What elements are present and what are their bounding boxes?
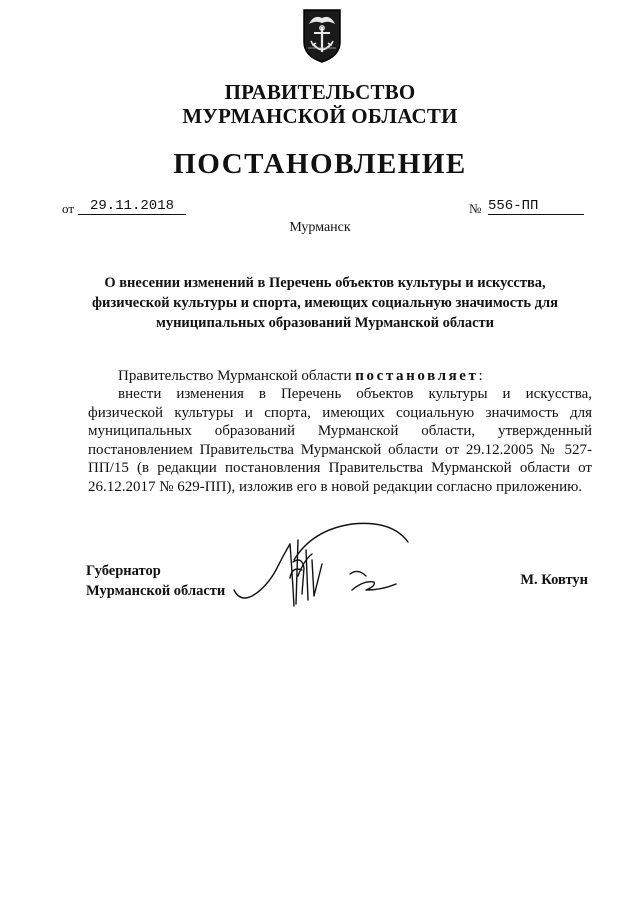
subject-line: физической культуры и спорта, имеющих социальную значимость для xyxy=(92,295,558,311)
subject-line: О внесении изменений в Перечень объектов культуры и искусства, xyxy=(104,275,546,291)
coat-of-arms-icon xyxy=(302,8,342,64)
org-name-line2: МУРМАНСКОЙ ОБЛАСТИ xyxy=(182,104,458,128)
document-subject xyxy=(80,273,570,333)
preamble-verb: постановляет xyxy=(355,368,479,384)
subject-line: муниципальных образований Мурманской области xyxy=(155,315,495,331)
number-prefix: № xyxy=(469,201,482,216)
document-number: 556-ПП xyxy=(488,198,584,215)
signatory-title xyxy=(86,561,225,601)
preamble-lead: Правительство Мурманской области xyxy=(118,368,356,384)
document-type: ПОСТАНОВЛЕНИЕ xyxy=(173,148,467,180)
city: Мурманск xyxy=(289,220,351,235)
preamble xyxy=(88,367,592,386)
document-date: 29.11.2018 xyxy=(78,198,186,215)
signer-name: М. Ковтун xyxy=(520,572,588,588)
date-prefix: от xyxy=(62,201,75,216)
signatory-title-line2: Мурманской области xyxy=(86,583,226,599)
handwritten-signature-icon xyxy=(232,520,442,610)
org-name-line1: ПРАВИТЕЛЬСТВО xyxy=(224,80,416,104)
signatory-title-line1: Губернатор xyxy=(86,563,161,579)
decree-paragraph: внести изменения в Перечень объектов культуры и искусства, физической культуры и спорта, имеющих социальную значимость для муниципальных образований Мурманской области, утвержденный постановлением Правительства Мурманской области от 29.12.2005 № 527-ПП/15 (в редакции постановления Правительства Мурманской области от 26.12.2017 № 629-ПП), изложив его в новой редакции согласно приложению. xyxy=(88,386,592,495)
preamble-colon: : xyxy=(478,368,483,384)
